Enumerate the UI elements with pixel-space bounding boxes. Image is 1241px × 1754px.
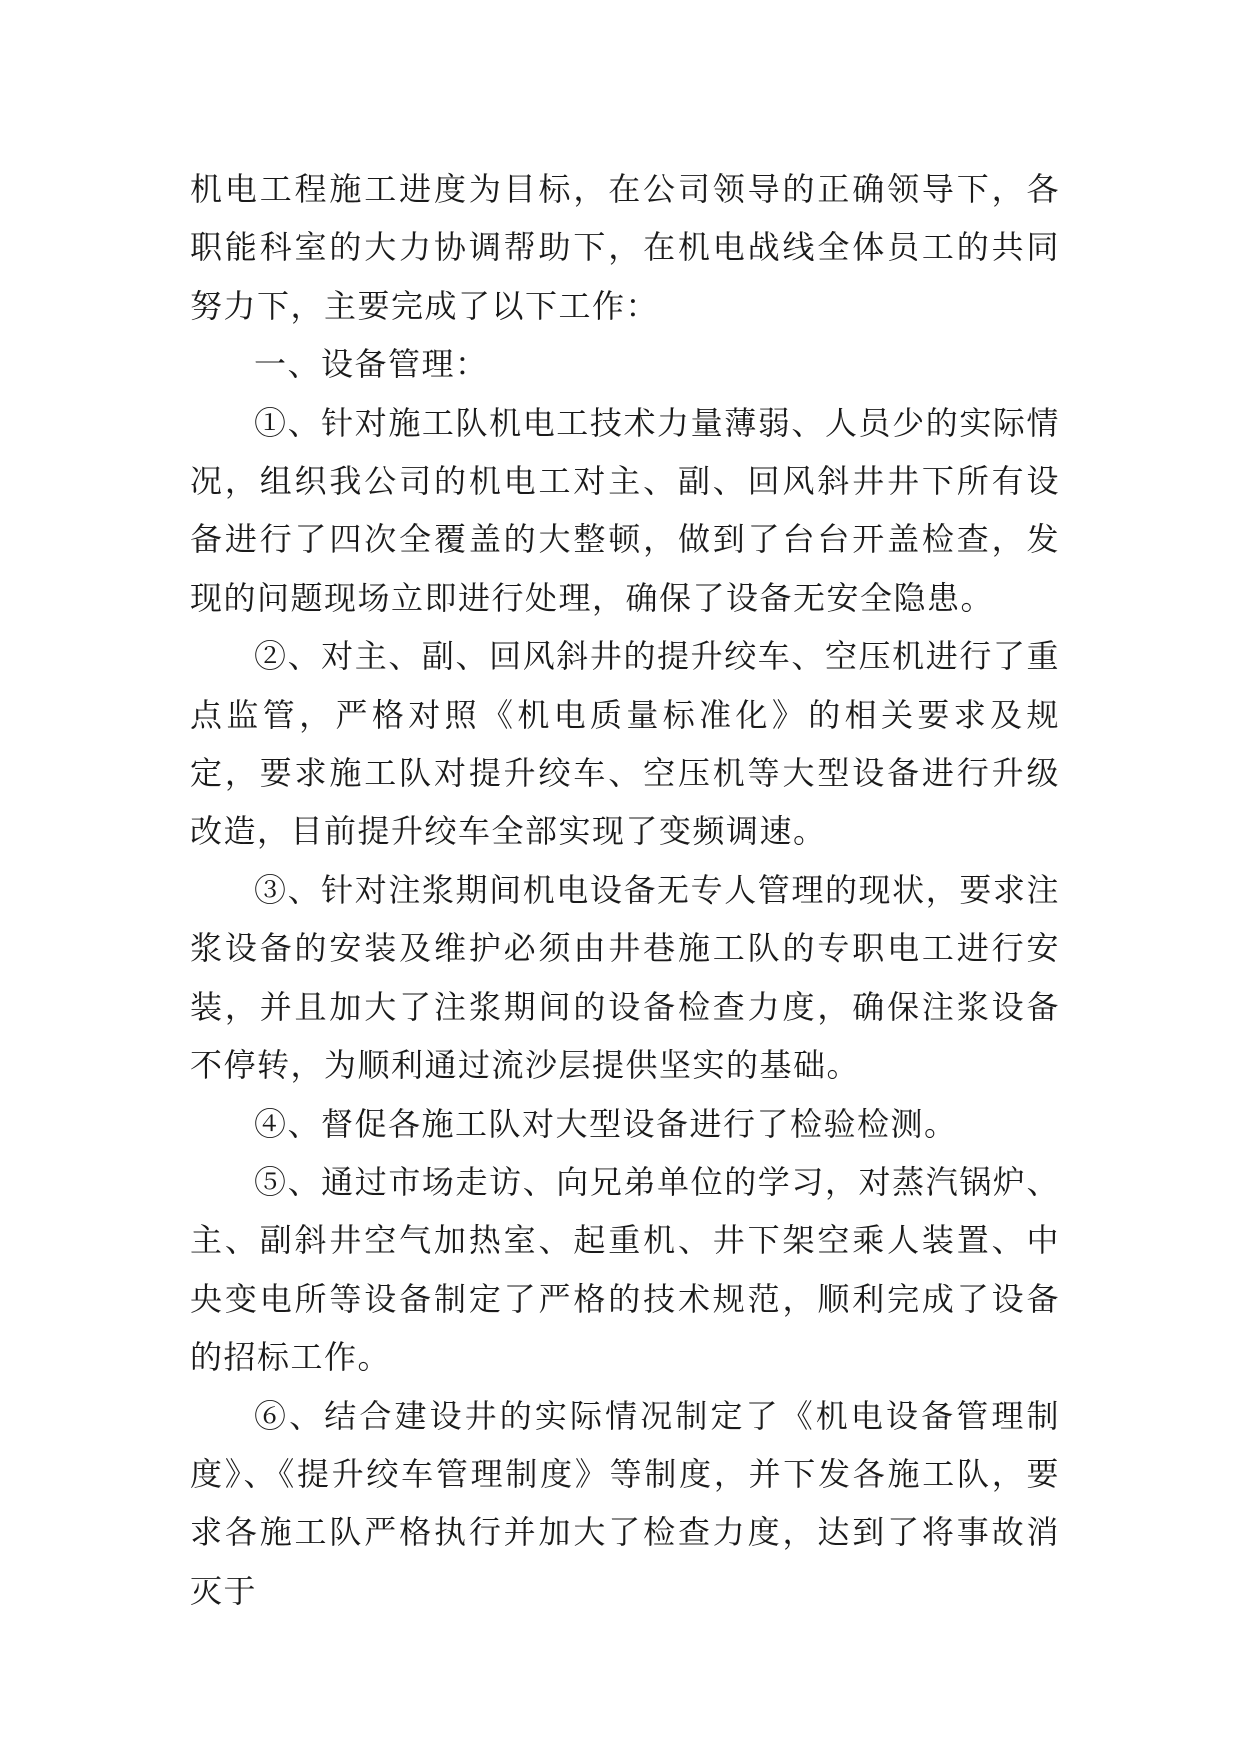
paragraph-intro-continued: 机电工程施工进度为目标，在公司领导的正确领导下，各职能科室的大力协调帮助下，在机电战线全体员工的共同努力下，主要完成了以下工作： <box>190 170 1060 325</box>
paragraph-item-3: ③、针对注浆期间机电设备无专人管理的现状，要求注浆设备的安装及维护必须由井巷施工队的专职电工进行安装，并且加大了注浆期间的设备检查力度，确保注浆设备不停转，为顺利通过流沙层提供坚实的基础。 <box>190 870 1060 1085</box>
paragraph-item-6: ⑥、结合建设井的实际情况制定了《机电设备管理制度》、《提升绞车管理制度》等制度，并下发各施工队，要求各施工队严格执行并加大了检查力度，达到了将事故消灭于 <box>190 1396 1060 1610</box>
section-heading-equipment-management: 一、设备管理： <box>254 345 489 384</box>
paragraph-item-2: ②、对主、副、回风斜井的提升绞车、空压机进行了重点监管，严格对照《机电质量标准化》的相关要求及规定，要求施工队对提升绞车、空压机等大型设备进行升级改造，目前提升绞车全部实现了变频调速。 <box>190 637 1060 851</box>
paragraph-item-4: ④、督促各施工队对大型设备进行了检验检测。 <box>254 1104 958 1143</box>
document-body <box>190 160 1060 1620</box>
paragraph-item-5: ⑤、通过市场走访、向兄弟单位的学习，对蒸汽锅炉、主、副斜井空气加热室、起重机、井下架空乘人装置、中央变电所等设备制定了严格的技术规范，顺利完成了设备的招标工作。 <box>190 1162 1060 1377</box>
paragraph-item-1: ①、针对施工队机电工技术力量薄弱、人员少的实际情况，组织我公司的机电工对主、副、回风斜井井下所有设备进行了四次全覆盖的大整顿，做到了台台开盖检查，发现的问题现场立即进行处理，确保了设备无安全隐患。 <box>190 403 1060 617</box>
